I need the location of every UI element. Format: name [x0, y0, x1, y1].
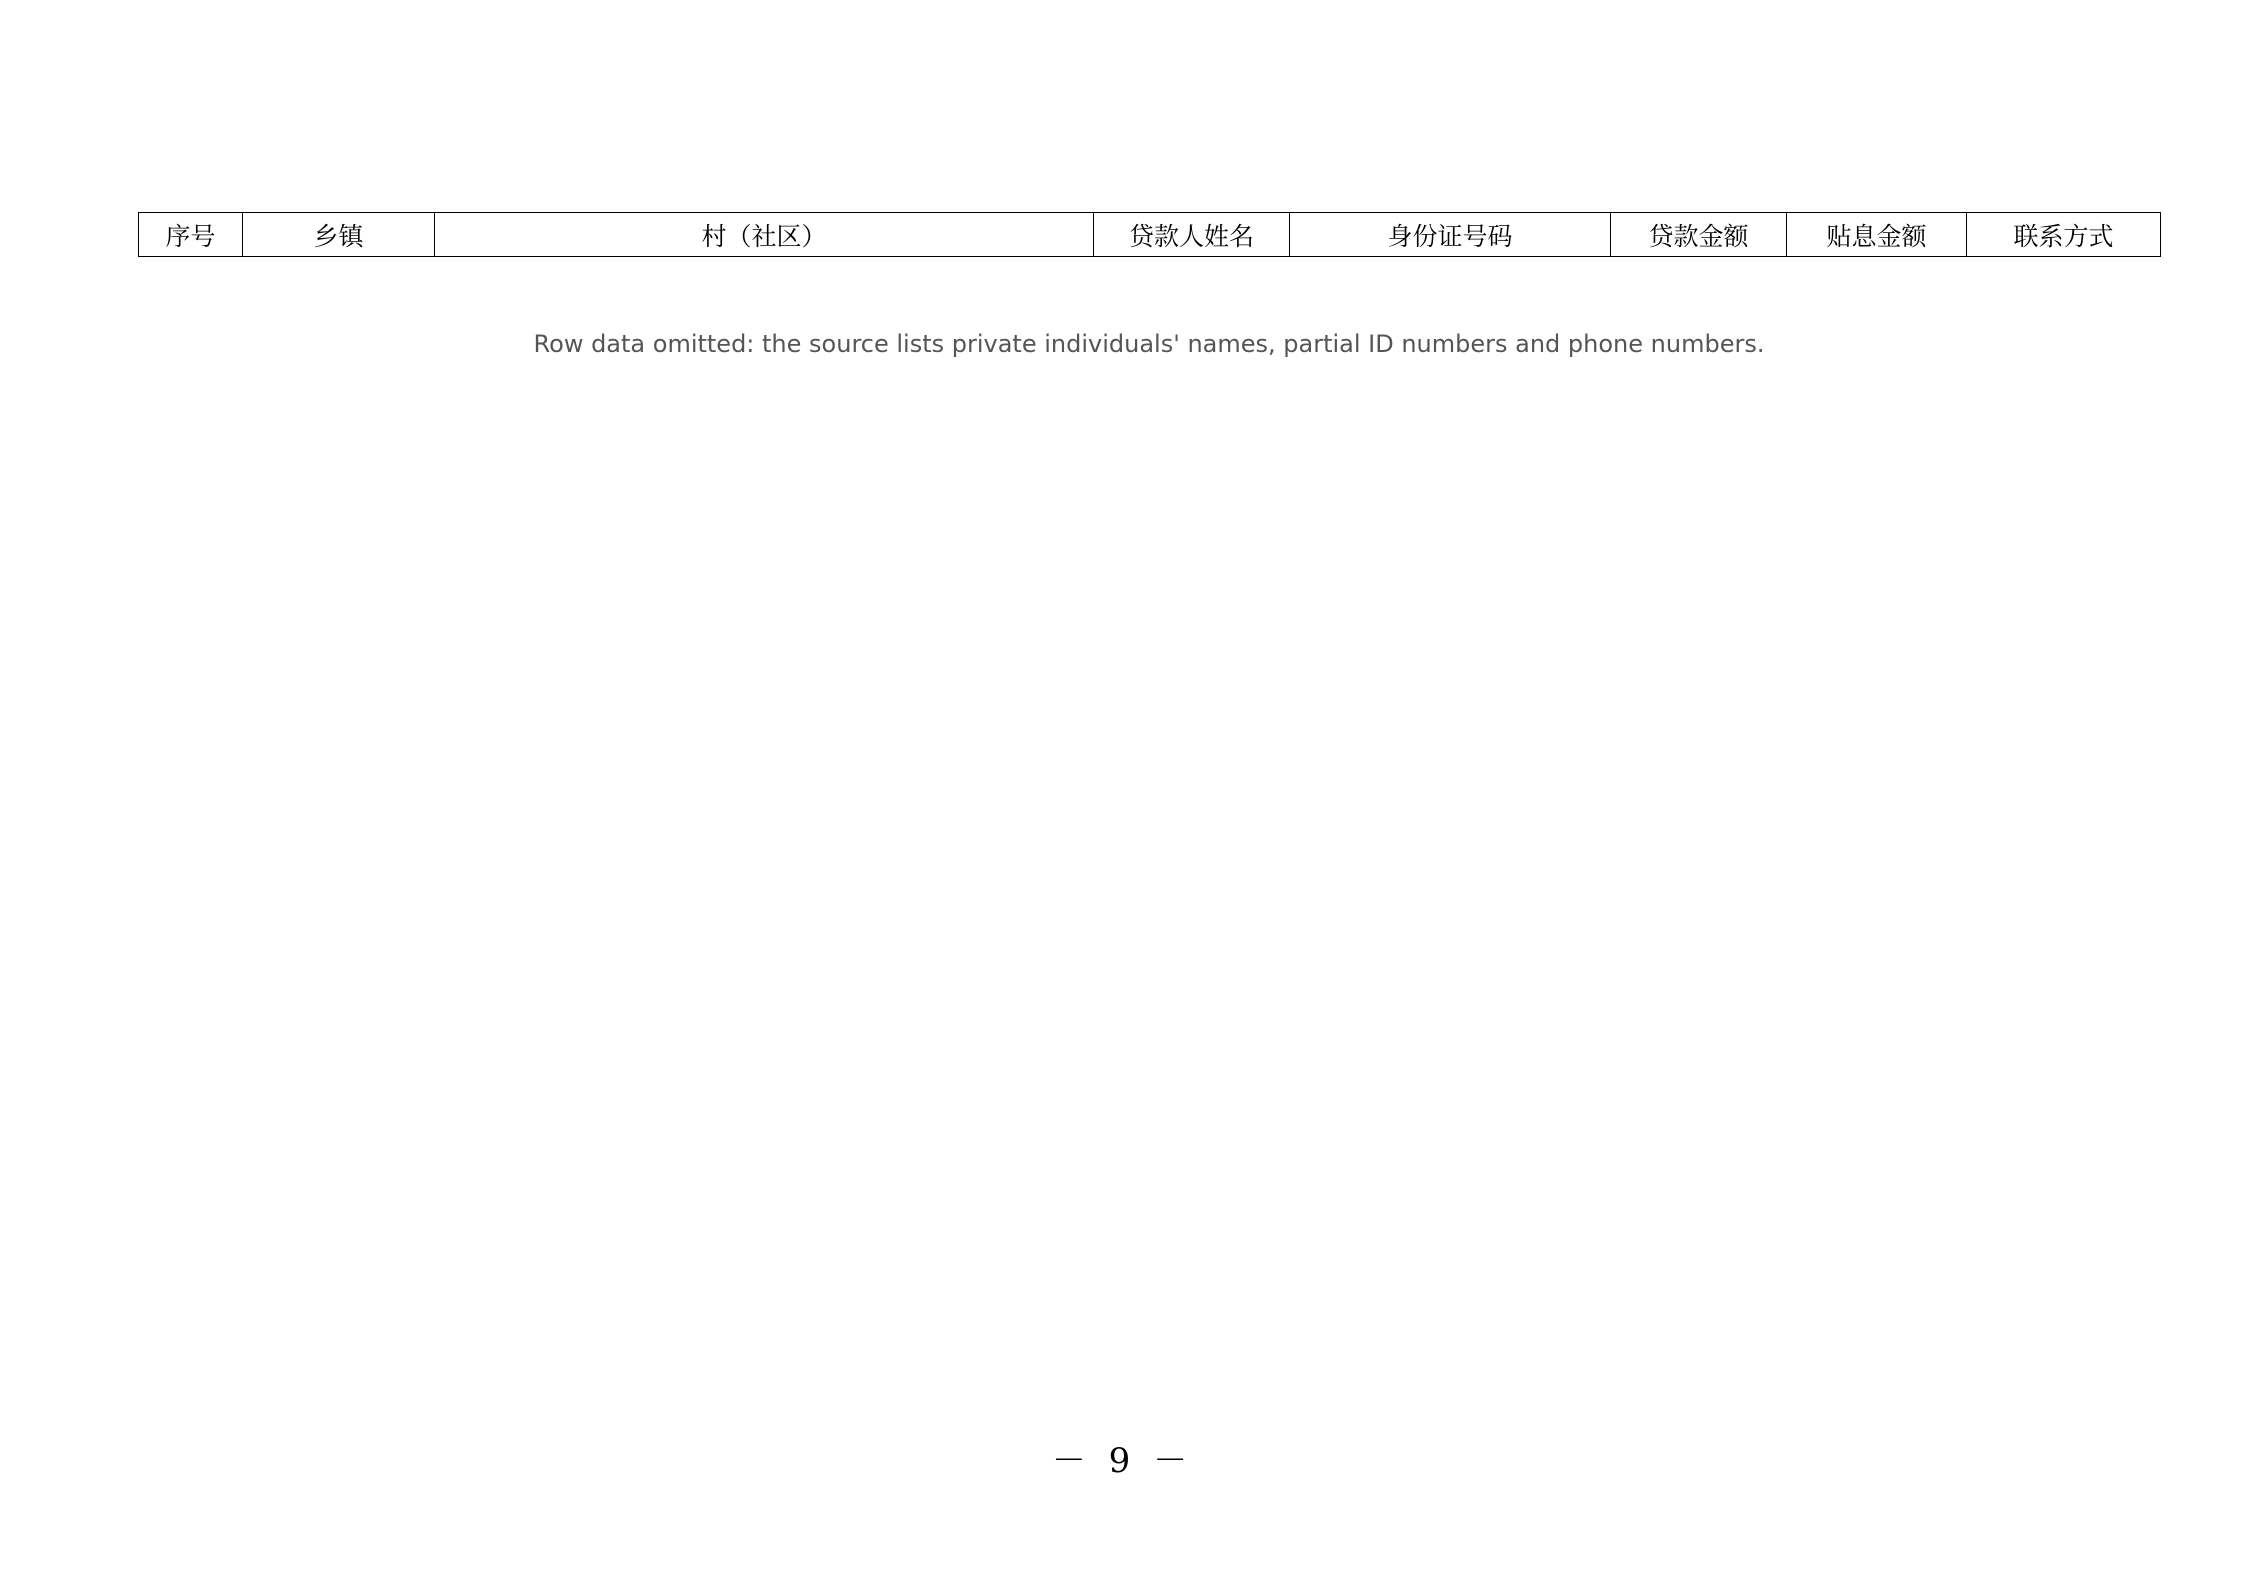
- header-village: 村（社区）: [435, 213, 1094, 257]
- header-id-number: 身份证号码: [1290, 213, 1611, 257]
- header-township: 乡镇: [243, 213, 435, 257]
- header-subsidy-amount: 贴息金额: [1787, 213, 1967, 257]
- page-number: － 9 －: [1051, 1441, 1194, 1481]
- loan-subsidy-table: [138, 212, 2161, 257]
- header-serial-number: 序号: [139, 213, 243, 257]
- table-header-row: [139, 213, 2161, 257]
- omitted-rows-note: Row data omitted: the source lists private individuals' names, partial ID numbers and phone numbers.: [533, 330, 1765, 358]
- header-contact: 联系方式: [1967, 213, 2161, 257]
- header-borrower-name: 贷款人姓名: [1094, 213, 1290, 257]
- header-loan-amount: 贷款金额: [1611, 213, 1787, 257]
